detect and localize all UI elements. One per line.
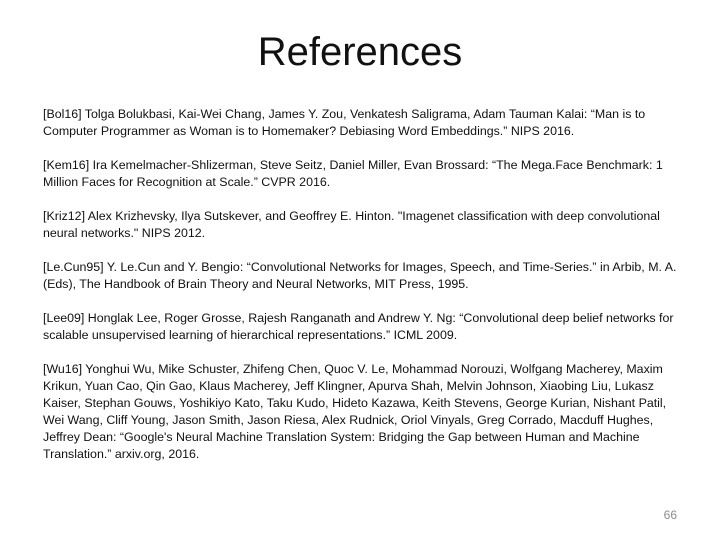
reference-kriz12: [Kriz12] Alex Krizhevsky, Ilya Sutskever, and Geoffrey E. Hinton. "Imagenet classification with deep convolutional neural networks." NIPS 2012.	[43, 209, 660, 240]
slide-title: References	[257, 30, 463, 74]
reference-lecun95: [Le.Cun95] Y. Le.Cun and Y. Bengio: “Convolutional Networks for Images, Speech, and Time-Series.” in Arbib, M. A. (Eds), The Handbook of Brain Theory and Neural Networks, MIT Press, 1995.	[43, 260, 677, 291]
page-number: 66	[663, 508, 677, 522]
reference-bol16: [Bol16] Tolga Bolukbasi, Kai-Wei Chang, James Y. Zou, Venkatesh Saligrama, Adam Tauman Kalai: “Man is to Computer Programmer as Woman is to Homemaker? Debiasing Word Embeddings.” NIPS 2016.	[43, 107, 646, 138]
reference-wu16: [Wu16] Yonghui Wu, Mike Schuster, Zhifeng Chen, Quoc V. Le, Mohammad Norouzi, Wolfgang Macherey, Maxim Krikun, Yuan Cao, Qin Gao, Klaus Macherey, Jeff Klingner, Apurva Shah, Melvin Johnson, Xiaobing Liu, Lukasz Kaiser, Stephan Gouws, Yoshikiyo Kato, Taku Kudo, Hideto Kazawa, Keith Stevens, George Kurian, Nishant Patil, Wei Wang, Cliff Young, Jason Smith, Jason Riesa, Alex Rudnick, Oriol Vinyals, Greg Corrado, Macduff Hughes, Jeffrey Dean: “Google's Neural Machine Translation System: Bridging the Gap between Human and Machine Translation.” arxiv.org, 2016.	[43, 362, 667, 461]
reference-list	[43, 106, 683, 463]
reference-kem16: [Kem16] Ira Kemelmacher-Shlizerman, Steve Seitz, Daniel Miller, Evan Brossard: “The Mega.Face Benchmark: 1 Million Faces for Recognition at Scale.” CVPR 2016.	[43, 158, 663, 189]
reference-lee09: [Lee09] Honglak Lee, Roger Grosse, Rajesh Ranganath and Andrew Y. Ng: “Convolutional deep belief networks for scalable unsupervised learning of hierarchical representations.” ICML 2009.	[43, 311, 674, 342]
